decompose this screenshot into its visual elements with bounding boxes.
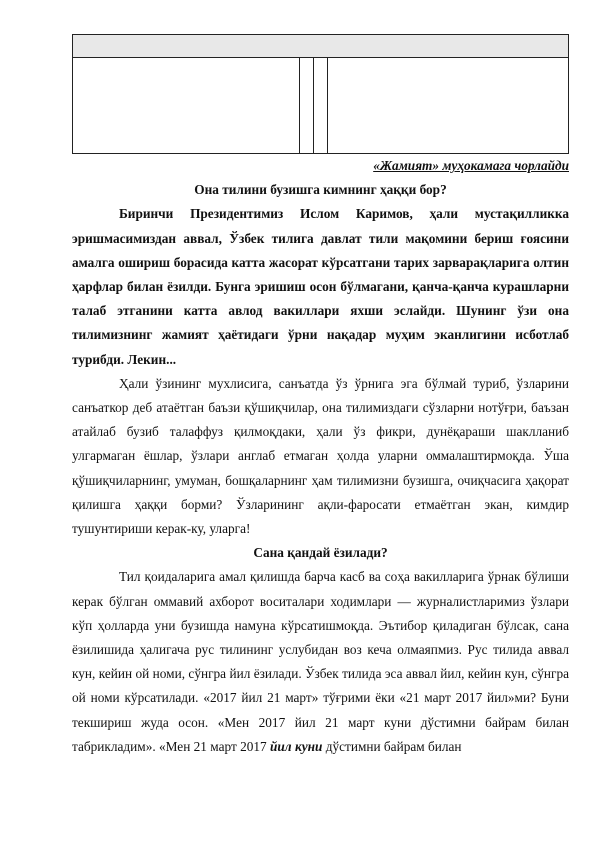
article-title: Она тилини бузишга кимнинг ҳаққи бор? xyxy=(194,182,447,198)
paragraph-3-end: дўстимни байрам билан xyxy=(325,738,462,754)
section-heading: Сана қандай ёзилади? xyxy=(253,545,388,561)
header-table xyxy=(72,34,569,154)
header-cell xyxy=(314,57,328,153)
paragraph-3-text: Тил қоидаларига амал қилишда барча касб ва соҳа вакилларига ўрнак бўлиши керак бўлган оммавий ахборот воситалари ходимлари — журналистларимиз ўзлари кўп ҳолларда уни бузишда намуна кўрсатишмоқда. Эътибор қиладиган бўлсак, сана ёзилишида ҳалигача рус тилининг услубидан воз кеча олмаяпмиз. Рус тилида аввал кун, кейин ой номи, сўнгра йил ёзилади. Ўзбек тилида эса аввал йил, кейин кун, сўнгра ой номи кўрсатилади. «2017 йил 21 март» тўғрими ёки «21 март 2017 йил»ми? Буни текшириш жуда осон. «Мен 2017 йил 21 март куни дўстимни байрам билан табрикладим». «Мен 21 март 2017 xyxy=(72,569,569,754)
header-table-bar xyxy=(73,35,568,58)
header-cell xyxy=(73,57,300,153)
paragraph-2: Ҳали ўзининг мухлисига, санъатда ўз ўрнига эга бўлмай туриб, ўзларини санъаткор деб атаётган баъзи қўшиқчилар, она тилимиздаги сўзларни нотўғри, баъзан атайлаб бузиб талаффуз қилмоқдаки, ҳали ўз фикри, дунёқараши шаклланиб улгармаган ёшлар, ўзлари англаб етмаган ҳолда уларни оммалаштирмоқда. Ўша қўшиқчиларнинг, умуман, бошқаларнинг ҳам тилимизни бузишга, очиқчасига ҳақорат қилишга ҳаққи борми? Ўзларининг ақли-фаросати етмаётган экан, кимдир тушунтириши керак-ку, уларга! xyxy=(72,375,569,537)
header-cell xyxy=(300,57,314,153)
paragraph-1: Биринчи Президентимиз Ислом Каримов, ҳали мустақилликка эришмасимиздан аввал, Ўзбек тилига давлат тили мақомини бериш ғоясини амалга ошириш борасида катта жасорат кўрсатгани тарих зарварақларига олтин ҳарфлар билан ёзилди. Бунга эришиш осон бўлмагани, қанча-қанча курашларни талаб этганини катта авлод вакиллари яхши эслайди. Шунинг ўзи она тилимизнинг жамият ҳаётидаги ўрни нақадар муҳим эканлигини исботлаб турибди. Лекин... xyxy=(72,206,569,367)
header-cell xyxy=(328,57,568,153)
rubric: «Жамият» муҳокамага чорлайди xyxy=(373,158,569,173)
article xyxy=(72,154,569,759)
emphasis: йил куни xyxy=(270,738,323,754)
paragraph-3 xyxy=(72,565,569,759)
